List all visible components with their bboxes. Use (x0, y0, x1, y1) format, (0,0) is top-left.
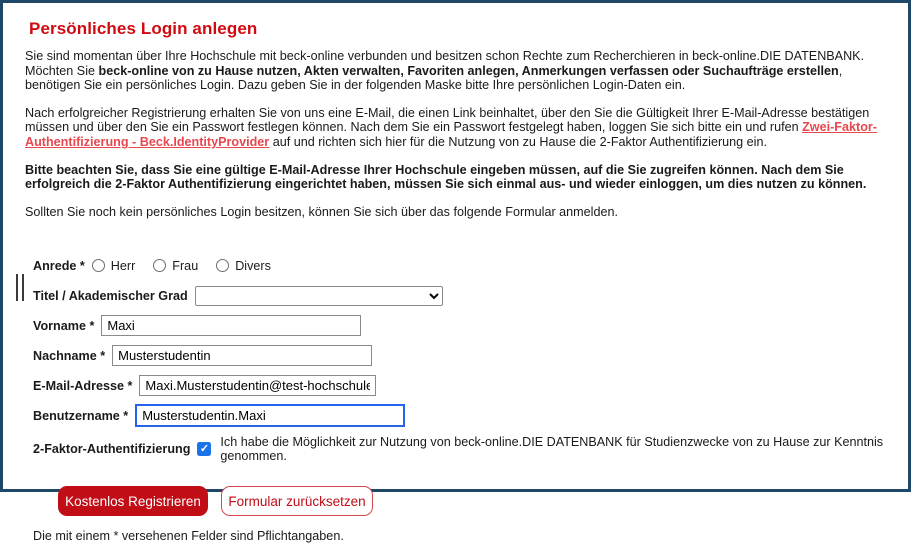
benutzername-label: Benutzername * (33, 408, 129, 423)
2fa-label: 2-Faktor-Authentifizierung (33, 442, 191, 457)
benutzername-input[interactable] (135, 404, 405, 427)
form-row-2fa (33, 435, 892, 464)
vorname-label: Vorname * (33, 318, 95, 333)
radio-frau-label: Frau (172, 258, 199, 273)
intro-p1-pre: Sie sind momentan über Ihre Hochschule mit beck-online verbunden und besitzen schon Rechte zum Recherchieren in beck-online.DIE DATENBANK. Möchten Sie (25, 49, 865, 78)
vorname-input[interactable] (101, 315, 361, 336)
intro-p3-bold: Bitte beachten Sie, dass Sie eine gültige E-Mail-Adresse Ihrer Hochschule eingeben müssen, auf die Sie zugreifen können. Nach dem Sie erfolgreich die 2-Faktor Authentifizierung eingerichtet haben, müssen Sie sich einmal aus- und wieder einloggen, um dies nutzen zu können. (25, 162, 867, 192)
intro-paragraph-3 (25, 163, 892, 192)
form-row-nachname (33, 345, 892, 366)
email-input[interactable] (139, 375, 376, 396)
2fa-checkbox[interactable]: ✓ (197, 442, 211, 456)
register-button[interactable]: Kostenlos Registrieren (58, 486, 208, 516)
radio-herr-label: Herr (110, 258, 136, 273)
anrede-label: Anrede * (33, 258, 85, 273)
form-row-anrede (33, 255, 892, 276)
radio-divers-icon[interactable] (216, 259, 229, 272)
intro-p1-bold: beck-online von zu Hause nutzen, Akten verwalten, Favoriten anlegen, Anmerkungen verfassen oder Suchaufträge erstellen (98, 63, 839, 78)
required-fields-note: Die mit einem * versehenen Felder sind Pflichtangaben. (33, 529, 344, 543)
form-row-email (33, 375, 892, 396)
page-title: Persönliches Login anlegen (29, 19, 258, 38)
radio-divers-label: Divers (235, 258, 271, 273)
radio-option-frau[interactable] (153, 259, 198, 273)
form-row-benutzername (33, 405, 892, 426)
nachname-label: Nachname * (33, 348, 106, 363)
2fa-consent-text: Ich habe die Möglichkeit zur Nutzung von beck-online.DIE DATENBANK für Studienzwecke von zu Hause zur Kenntnis genommen. (220, 435, 884, 464)
intro-p2-post: auf und richten sich hier für die Nutzung von zu Hause die 2-Faktor Authentifizierung ein. (269, 134, 767, 149)
intro-p1-post: , benötigen Sie ein persönliches Login. Dazu geben Sie in der folgenden Maske bitte Ihre persönlichen Login-Daten ein. (25, 63, 843, 93)
page-content (3, 3, 908, 543)
radio-herr-icon[interactable] (92, 259, 105, 272)
radio-option-divers[interactable] (216, 259, 271, 273)
email-label: E-Mail-Adresse * (33, 378, 133, 393)
radio-frau-icon[interactable] (153, 259, 166, 272)
radio-option-herr[interactable] (92, 259, 136, 273)
intro-paragraph-4: Sollten Sie noch kein persönliches Login besitzen, können Sie sich über das folgende Formular anmelden. (25, 204, 618, 219)
intro-paragraph-1 (25, 49, 892, 93)
registration-form (33, 255, 892, 464)
titel-label: Titel / Akademischer Grad (33, 288, 188, 303)
intro-p2-pre: Nach erfolgreicher Registrierung erhalten Sie von uns eine E-Mail, die einen Link beinhaltet, über den Sie die Gültigkeit Ihrer E-Mail-Adresse bestätigen müssen und über den Sie ein Passwort festlegen können. Nach dem Sie ein Passwort festgelegt haben, loggen Sie sich bitte ein und rufen (25, 105, 870, 135)
text-cursor-artifact (16, 274, 24, 301)
nachname-input[interactable] (112, 345, 372, 366)
titel-select[interactable] (195, 286, 443, 306)
anrede-radio-group (92, 259, 289, 273)
form-row-vorname (33, 315, 892, 336)
intro-paragraph-2 (25, 106, 892, 150)
button-row (58, 486, 892, 516)
identity-provider-link[interactable]: Zwei-Faktor-Authentifizierung - Beck.IdentityProvider (25, 120, 877, 149)
reset-form-button[interactable]: Formular zurücksetzen (221, 486, 373, 516)
form-row-titel (33, 285, 892, 306)
